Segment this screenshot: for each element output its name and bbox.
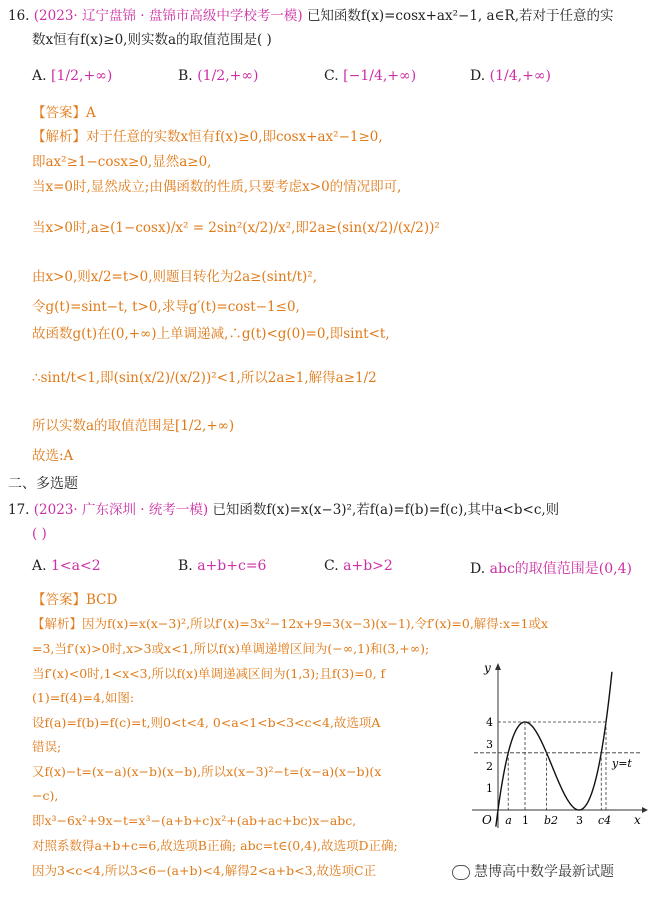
q17-answer: 【答案】BCD bbox=[32, 592, 118, 608]
y-tick-label: 1 bbox=[486, 782, 493, 795]
q16-analysis-7: 故函数g(t)在(0,+∞)上单调递减,∴g(t)<g(0)=0,即sint<t, bbox=[32, 326, 390, 342]
q17-analysis-5: 设f(a)=f(b)=f(c)=t,则0<t<4, 0<a<1<b<3<c<4,故选项A bbox=[32, 715, 381, 730]
x-axis-arrow bbox=[642, 807, 648, 813]
q16-analysis-4: 当x>0时,a≥(1−cosx)/x² = 2sin²(x/2)/x²,即2a≥(sin(x/2)/(x/2))² bbox=[32, 220, 440, 236]
q16-option-d: D. (1/4,+∞) bbox=[470, 68, 551, 84]
x-tick-label: 1 bbox=[522, 814, 529, 827]
q16-analysis-3: 当x=0时,显然成立;由偶函数的性质,只要考虑x>0的情况即可, bbox=[32, 179, 402, 195]
x-tick-label: c4 bbox=[598, 814, 612, 827]
graph-marks bbox=[474, 672, 640, 827]
q17-option-b: B. a+b+c=6 bbox=[178, 558, 267, 574]
x-tick-label: b2 bbox=[544, 814, 559, 827]
q17-analysis-9: 即x³−6x²+9x−t=x³−(a+b+c)x²+(ab+ac+bc)x−abc, bbox=[32, 813, 357, 828]
q17-analysis-7: 又f(x)−t=(x−a)(x−b)(x−b),所以x(x−3)²−t=(x−a)(x−b)(x bbox=[32, 764, 382, 779]
q16-analysis-1: 【解析】对于任意的实数x恒有f(x)≥0,即cosx+ax²−1≥0, bbox=[32, 129, 383, 145]
q17-analysis-8: −c), bbox=[32, 788, 59, 803]
q16-analysis-5: 由x>0,则x/2=t>0,则题目转化为2a≥(sint/t)², bbox=[32, 269, 318, 285]
q16-option-c: C. [−1/4,+∞) bbox=[324, 68, 417, 84]
y-tick-label: 4 bbox=[486, 716, 493, 729]
x-tick-label: a bbox=[505, 814, 512, 827]
cubic-curve bbox=[496, 672, 612, 827]
q17-analysis-3: 当f′(x)<0时,1<x<3,所以f(x)单调递减区间为(1,3);且f(3)=0, f bbox=[32, 666, 386, 681]
x-axis-label: x bbox=[634, 813, 641, 827]
q17-analysis-4: (1)=f(4)=4,如图: bbox=[32, 690, 135, 705]
q17-option-d: D. abc的取值范围是(0,4) bbox=[470, 561, 632, 577]
section-heading: 二、多选题 bbox=[8, 476, 78, 492]
q17-analysis-1: 【解析】因为f(x)=x(x−3)²,所以f′(x)=3x²−12x+9=3(x−3)(x−1),令f′(x)=0,解得:x=1或x bbox=[32, 616, 549, 631]
q16-analysis-2: 即ax²≥1−cosx≥0,显然a≥0, bbox=[32, 154, 212, 170]
q17-line-1 bbox=[8, 500, 559, 520]
q17-option-a: A. 1<a<2 bbox=[32, 558, 101, 574]
q16-stem-b: 数x恒有f(x)≥0,则实数a的取值范围是( ) bbox=[32, 32, 272, 48]
line-y-t-label: y=t bbox=[612, 756, 632, 770]
function-graph bbox=[462, 660, 652, 830]
q16-analysis-8: ∴sint/t<1,即(sin(x/2)/(x/2))²<1,所以2a≥1,解得a≥1/2 bbox=[32, 370, 377, 386]
q16-analysis-9: 所以实数a的取值范围是[1/2,+∞) bbox=[32, 418, 235, 434]
wechat-icon bbox=[452, 865, 470, 880]
q16-option-b: B. (1/2,+∞) bbox=[178, 68, 259, 84]
y-tick-label: 2 bbox=[486, 760, 493, 773]
q17-option-c: C. a+b>2 bbox=[324, 558, 393, 574]
q16-stem-a: 已知函数f(x)=cosx+ax²−1, a∈R,若对于任意的实 bbox=[306, 8, 614, 24]
y-axis-arrow bbox=[495, 663, 501, 670]
q17-analysis-10: 对照系数得a+b+c=6,故选项B正确; abc=t∈(0,4),故选项D正确; bbox=[32, 838, 398, 853]
q17-stem-a: 已知函数f(x)=x(x−3)²,若f(a)=f(b)=f(c),其中a<b<c,则 bbox=[212, 502, 560, 518]
q16-number: 16. bbox=[8, 8, 30, 24]
origin-label: O bbox=[482, 813, 492, 827]
q16-line-2 bbox=[32, 30, 272, 50]
q17-number: 17. bbox=[8, 502, 30, 518]
q16-source: (2023· 辽宁盘锦 · 盘锦市高级中学校考一模) bbox=[33, 8, 303, 24]
x-tick-label: 3 bbox=[576, 814, 583, 827]
q16-option-a: A. [1/2,+∞) bbox=[32, 68, 113, 84]
q17-analysis-2: =3,当f′(x)>0时,x>3或x<1,所以f(x)单调递增区间为(−∞,1)和(3,+∞); bbox=[32, 641, 430, 656]
watermark-text: 慧博高中数学最新试题 bbox=[474, 864, 614, 880]
q16-analysis-6: 令g(t)=sint−t, t>0,求导g′(t)=cost−1≤0, bbox=[32, 299, 300, 315]
y-tick-label: 3 bbox=[486, 738, 493, 751]
q16-answer: 【答案】A bbox=[32, 105, 96, 121]
q17-source: (2023· 广东深圳 · 统考一模) bbox=[33, 502, 209, 518]
q17-analysis-6: 错误; bbox=[32, 739, 62, 754]
q17-line-2 bbox=[32, 524, 47, 544]
watermark bbox=[452, 861, 614, 881]
q17-analysis-11: 因为3<c<4,所以3<6−(a+b)<4,解得2<a+b<3,故选项C正 bbox=[32, 863, 377, 878]
q17-stem-b: ( ) bbox=[32, 526, 47, 542]
q16-line-1 bbox=[8, 6, 614, 26]
y-axis-label: y bbox=[484, 661, 491, 675]
q16-analysis-10: 故选:A bbox=[32, 448, 74, 464]
